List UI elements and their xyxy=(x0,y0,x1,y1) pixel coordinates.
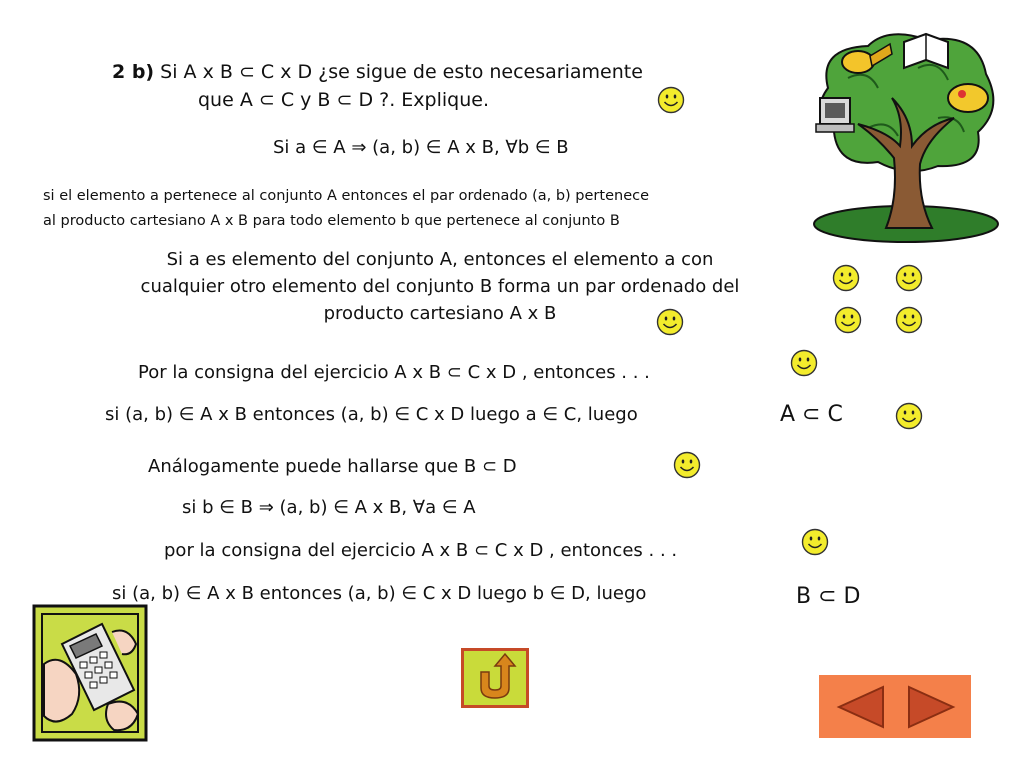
smiley-icon xyxy=(790,349,818,377)
result-2: B ⊂ D xyxy=(796,584,861,609)
step-1-explanation-line-1: si el elemento a pertenece al conjunto A entonces el par ordenado (a, b) pertenece xyxy=(43,188,650,204)
deduction-1: si (a, b) ∈ A x B entonces (a, b) ∈ C x D luego a ∈ C, luego xyxy=(105,404,638,425)
paraphrase-line-3: producto cartesiano A x B xyxy=(323,303,557,324)
return-button[interactable] xyxy=(461,648,529,708)
smiley-icon xyxy=(801,528,829,556)
result-1: A ⊂ C xyxy=(780,402,843,427)
step-1-explanation-line-2: al producto cartesiano A x B para todo elemento b que pertenece al conjunto B xyxy=(43,213,620,229)
question-label: 2 b) xyxy=(112,61,155,83)
smiley-icon xyxy=(834,306,862,334)
calculator-clipart-icon xyxy=(32,604,148,742)
consigna-1: Por la consigna del ejercicio A x B ⊂ C x D , entonces . . . xyxy=(138,362,650,383)
paraphrase-line-1: Si a es elemento del conjunto A, entonces el elemento a con xyxy=(166,249,714,270)
deduction-2: si (a, b) ∈ A x B entonces (a, b) ∈ C x D luego b ∈ D, luego xyxy=(112,583,647,604)
question-line-1 xyxy=(112,61,643,83)
question-text: Si A x B ⊂ C x D ¿se sigue de esto necesariamente xyxy=(160,61,643,83)
next-arrow-icon[interactable] xyxy=(903,683,959,731)
tree-clipart-icon xyxy=(808,28,1004,246)
navigation-panel xyxy=(819,675,971,738)
step-2-statement: si b ∈ B ⇒ (a, b) ∈ A x B, ∀a ∈ A xyxy=(182,497,476,518)
smiley-icon xyxy=(895,306,923,334)
smiley-icon xyxy=(656,308,684,336)
smiley-icon xyxy=(673,451,701,479)
question-line-2: que A ⊂ C y B ⊂ D ?. Explique. xyxy=(198,89,489,111)
paraphrase-line-2: cualquier otro elemento del conjunto B forma un par ordenado del xyxy=(140,276,740,297)
step-1-statement: Si a ∈ A ⇒ (a, b) ∈ A x B, ∀b ∈ B xyxy=(273,137,569,158)
smiley-icon xyxy=(895,264,923,292)
smiley-icon xyxy=(895,402,923,430)
prev-arrow-icon[interactable] xyxy=(833,683,889,731)
consigna-2: por la consigna del ejercicio A x B ⊂ C x D , entonces . . . xyxy=(164,540,678,561)
smiley-icon xyxy=(657,86,685,114)
smiley-icon xyxy=(832,264,860,292)
analog-statement: Análogamente puede hallarse que B ⊂ D xyxy=(148,456,517,477)
